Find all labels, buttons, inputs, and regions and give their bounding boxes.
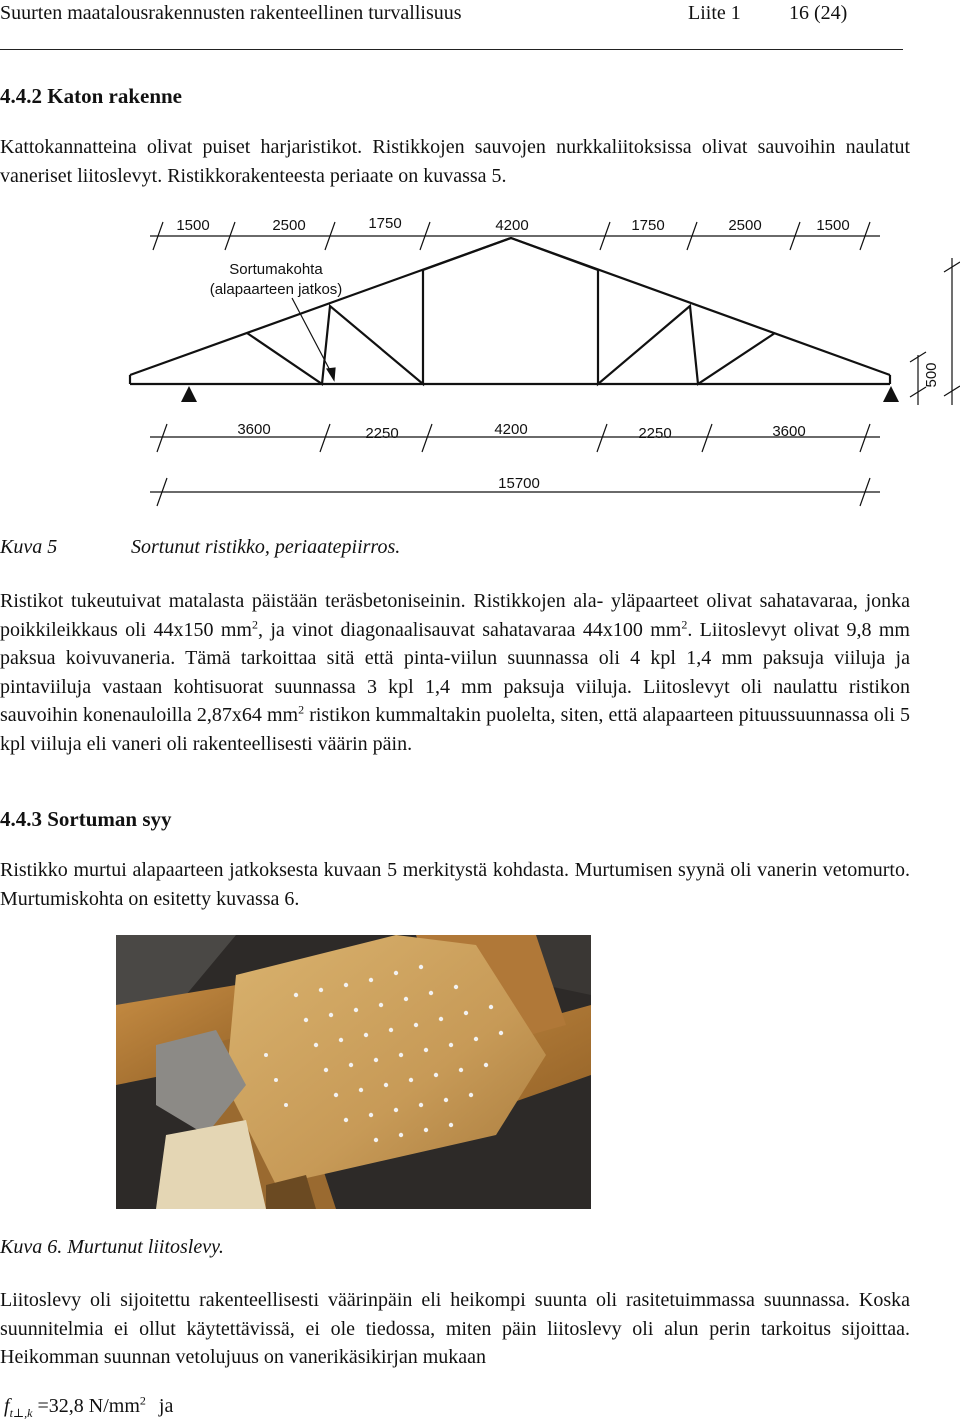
top-dim-5: 1750	[631, 217, 665, 234]
truss-diagram	[0, 200, 960, 530]
bottom-dim-5: 3600	[772, 423, 806, 440]
figure6-caption: Kuva 6. Murtunut liitoslevy.	[0, 1236, 224, 1258]
header-rule	[0, 49, 903, 50]
top-dim-4: 4200	[495, 217, 529, 234]
para2-part1: Ristikot tukeutuivat matalasta päistään teräsbetoniseinin. Ristikkojen ala- yläpaarteet olivat sahatavaraa, jonka poikkileikkaus oli 44x150 mm	[0, 590, 910, 641]
top-dim-1: 1500	[176, 217, 210, 234]
paragraph-truss-details	[0, 587, 910, 759]
tensile-strength-formula	[4, 1395, 173, 1421]
figure5-caption-text: Sortunut ristikko, periaatepiirros.	[131, 536, 401, 558]
para2-part4: ristikon kummaltakin puolelta, siten, että alapaarteen pituussuunnassa oli 5 kpl viiluja eli vaneri oli rakenteellisesti väärin päin.	[0, 704, 910, 755]
broken-gusset-plate-photo	[116, 935, 591, 1209]
left-support	[181, 386, 197, 402]
formula-sup: 2	[139, 1393, 146, 1408]
truss-members	[130, 238, 890, 384]
figure5-caption-number: Kuva 5	[0, 536, 58, 558]
bottom-dim-1: 3600	[237, 421, 271, 438]
paragraph-roof-structure: Kattokannatteina olivat puiset harjaristikot. Ristikkojen sauvojen nurkkaliitoksissa olivat sauvoihin naulatut vaneriset liitoslevyt. Ristikkorakenteesta periaate on kuvassa 5.	[0, 136, 910, 187]
collapse-label-line1: Sortumakohta	[229, 261, 323, 278]
para2-part2: , ja vinot diagonaalisauvat sahatavaraa 44x100 mm	[258, 618, 682, 641]
bottom-dim-4: 2250	[638, 425, 672, 442]
para2-sup2: 2	[681, 616, 688, 631]
total-dim-label: 15700	[498, 475, 540, 492]
para2-sup1: 2	[252, 616, 258, 631]
formula-symbol: f	[4, 1395, 10, 1417]
top-dim-7: 1500	[816, 217, 850, 234]
top-dim-3: 1750	[368, 215, 402, 232]
right-support	[883, 386, 899, 402]
para2-sup3: 2	[298, 702, 305, 717]
paragraph-collapse-cause: Ristikko murtui alapaarteen jatkoksesta kuvaan 5 merkitystä kohdasta. Murtumisen syynä oli vanerin vetomurto. Murtumiskohta on esitetty kuvassa 6.	[0, 859, 910, 910]
bottom-dim-2: 2250	[365, 425, 399, 442]
paragraph-plate-orientation: Liitoslevy oli sijoitettu rakenteellisesti väärinpäin eli heikompi suunta oli rasitetuimmassa suunnassa. Koska suunnitelmia ei ollut käytettävissä, ei ole tiedossa, miten päin liitoslevy oli alun perin tarkoitus sijoittaa. Heikomman suunnan vetolujuus on vanerikäsikirjan mukaan	[0, 1289, 910, 1369]
running-header-title: Suurten maatalousrakennusten rakenteellinen turvallisuus	[0, 2, 462, 24]
bottom-dim-3: 4200	[494, 421, 528, 438]
section-heading-443: 4.4.3 Sortuman syy	[0, 807, 172, 831]
appendix-label: Liite 1	[688, 2, 741, 24]
para2-part3: . Liitoslevyt olivat 9,8 mm paksua koivuvaneria. Tämä tarkoittaa sitä että pinta-viilun suunnassa oli 4 kpl 1,4 mm paksuja viiluja ja pintaviiluja vastaan kohtisuorat suunnassa 3 kpl 1,4 mm paksuja viiluja. Liitoslevyt oli naulattu ristikon sauvoihin konenauloilla 2,87x64 mm	[0, 618, 910, 727]
formula-value: =32,8 N/mm	[37, 1395, 140, 1417]
collapse-label-line2: (alapaarteen jatkos)	[209, 281, 343, 298]
formula-tail: ja	[158, 1395, 174, 1417]
top-dim-6: 2500	[728, 217, 762, 234]
page-number: 16 (24)	[789, 2, 848, 24]
top-dim-2: 2500	[272, 217, 306, 234]
section-heading-442: 4.4.2 Katon rakenne	[0, 84, 183, 108]
height-dim-label: 500	[923, 362, 940, 388]
formula-subscript: t⊥,k	[9, 1406, 33, 1420]
